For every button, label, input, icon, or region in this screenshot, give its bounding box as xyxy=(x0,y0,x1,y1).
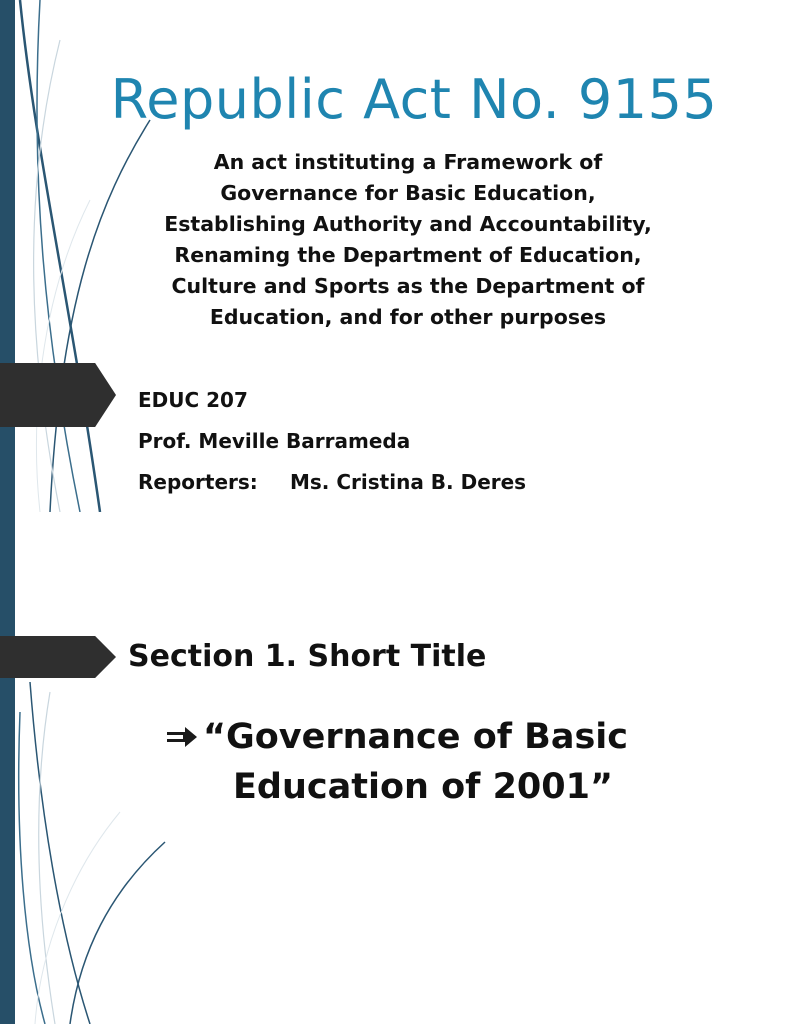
reporter-name: Ms. Cristina B. Deres xyxy=(290,470,527,494)
section-heading: Section 1. Short Title xyxy=(128,639,487,674)
pencil-arrow-icon xyxy=(165,722,199,752)
act-description-line: Establishing Authority and Accountability, xyxy=(164,212,652,236)
short-title-quote xyxy=(203,712,703,812)
slide-section-1 xyxy=(0,512,768,1024)
decorative-curves xyxy=(0,512,200,1024)
arrow-tab xyxy=(0,636,116,678)
act-description-line: Culture and Sports as the Department of xyxy=(171,274,645,298)
slide-title xyxy=(0,0,768,512)
slide-title-text: Republic Act No. 9155 xyxy=(110,68,718,131)
course-code: EDUC 207 xyxy=(138,388,248,412)
reporter-row xyxy=(138,462,528,503)
reporters-label: Reporters: xyxy=(138,470,258,494)
act-description-line: Governance for Basic Education, xyxy=(220,181,596,205)
professor-name: Prof. Meville Barrameda xyxy=(138,429,411,453)
short-title-line: “Governance of Basic xyxy=(203,717,629,757)
act-description-line: Renaming the Department of Education, xyxy=(174,243,642,267)
act-description xyxy=(128,147,688,333)
short-title-line: Education of 2001” xyxy=(233,767,613,807)
act-description-line: Education, and for other purposes xyxy=(209,305,607,329)
arrow-tab xyxy=(0,363,116,427)
act-description-line: An act instituting a Framework of xyxy=(213,150,603,174)
